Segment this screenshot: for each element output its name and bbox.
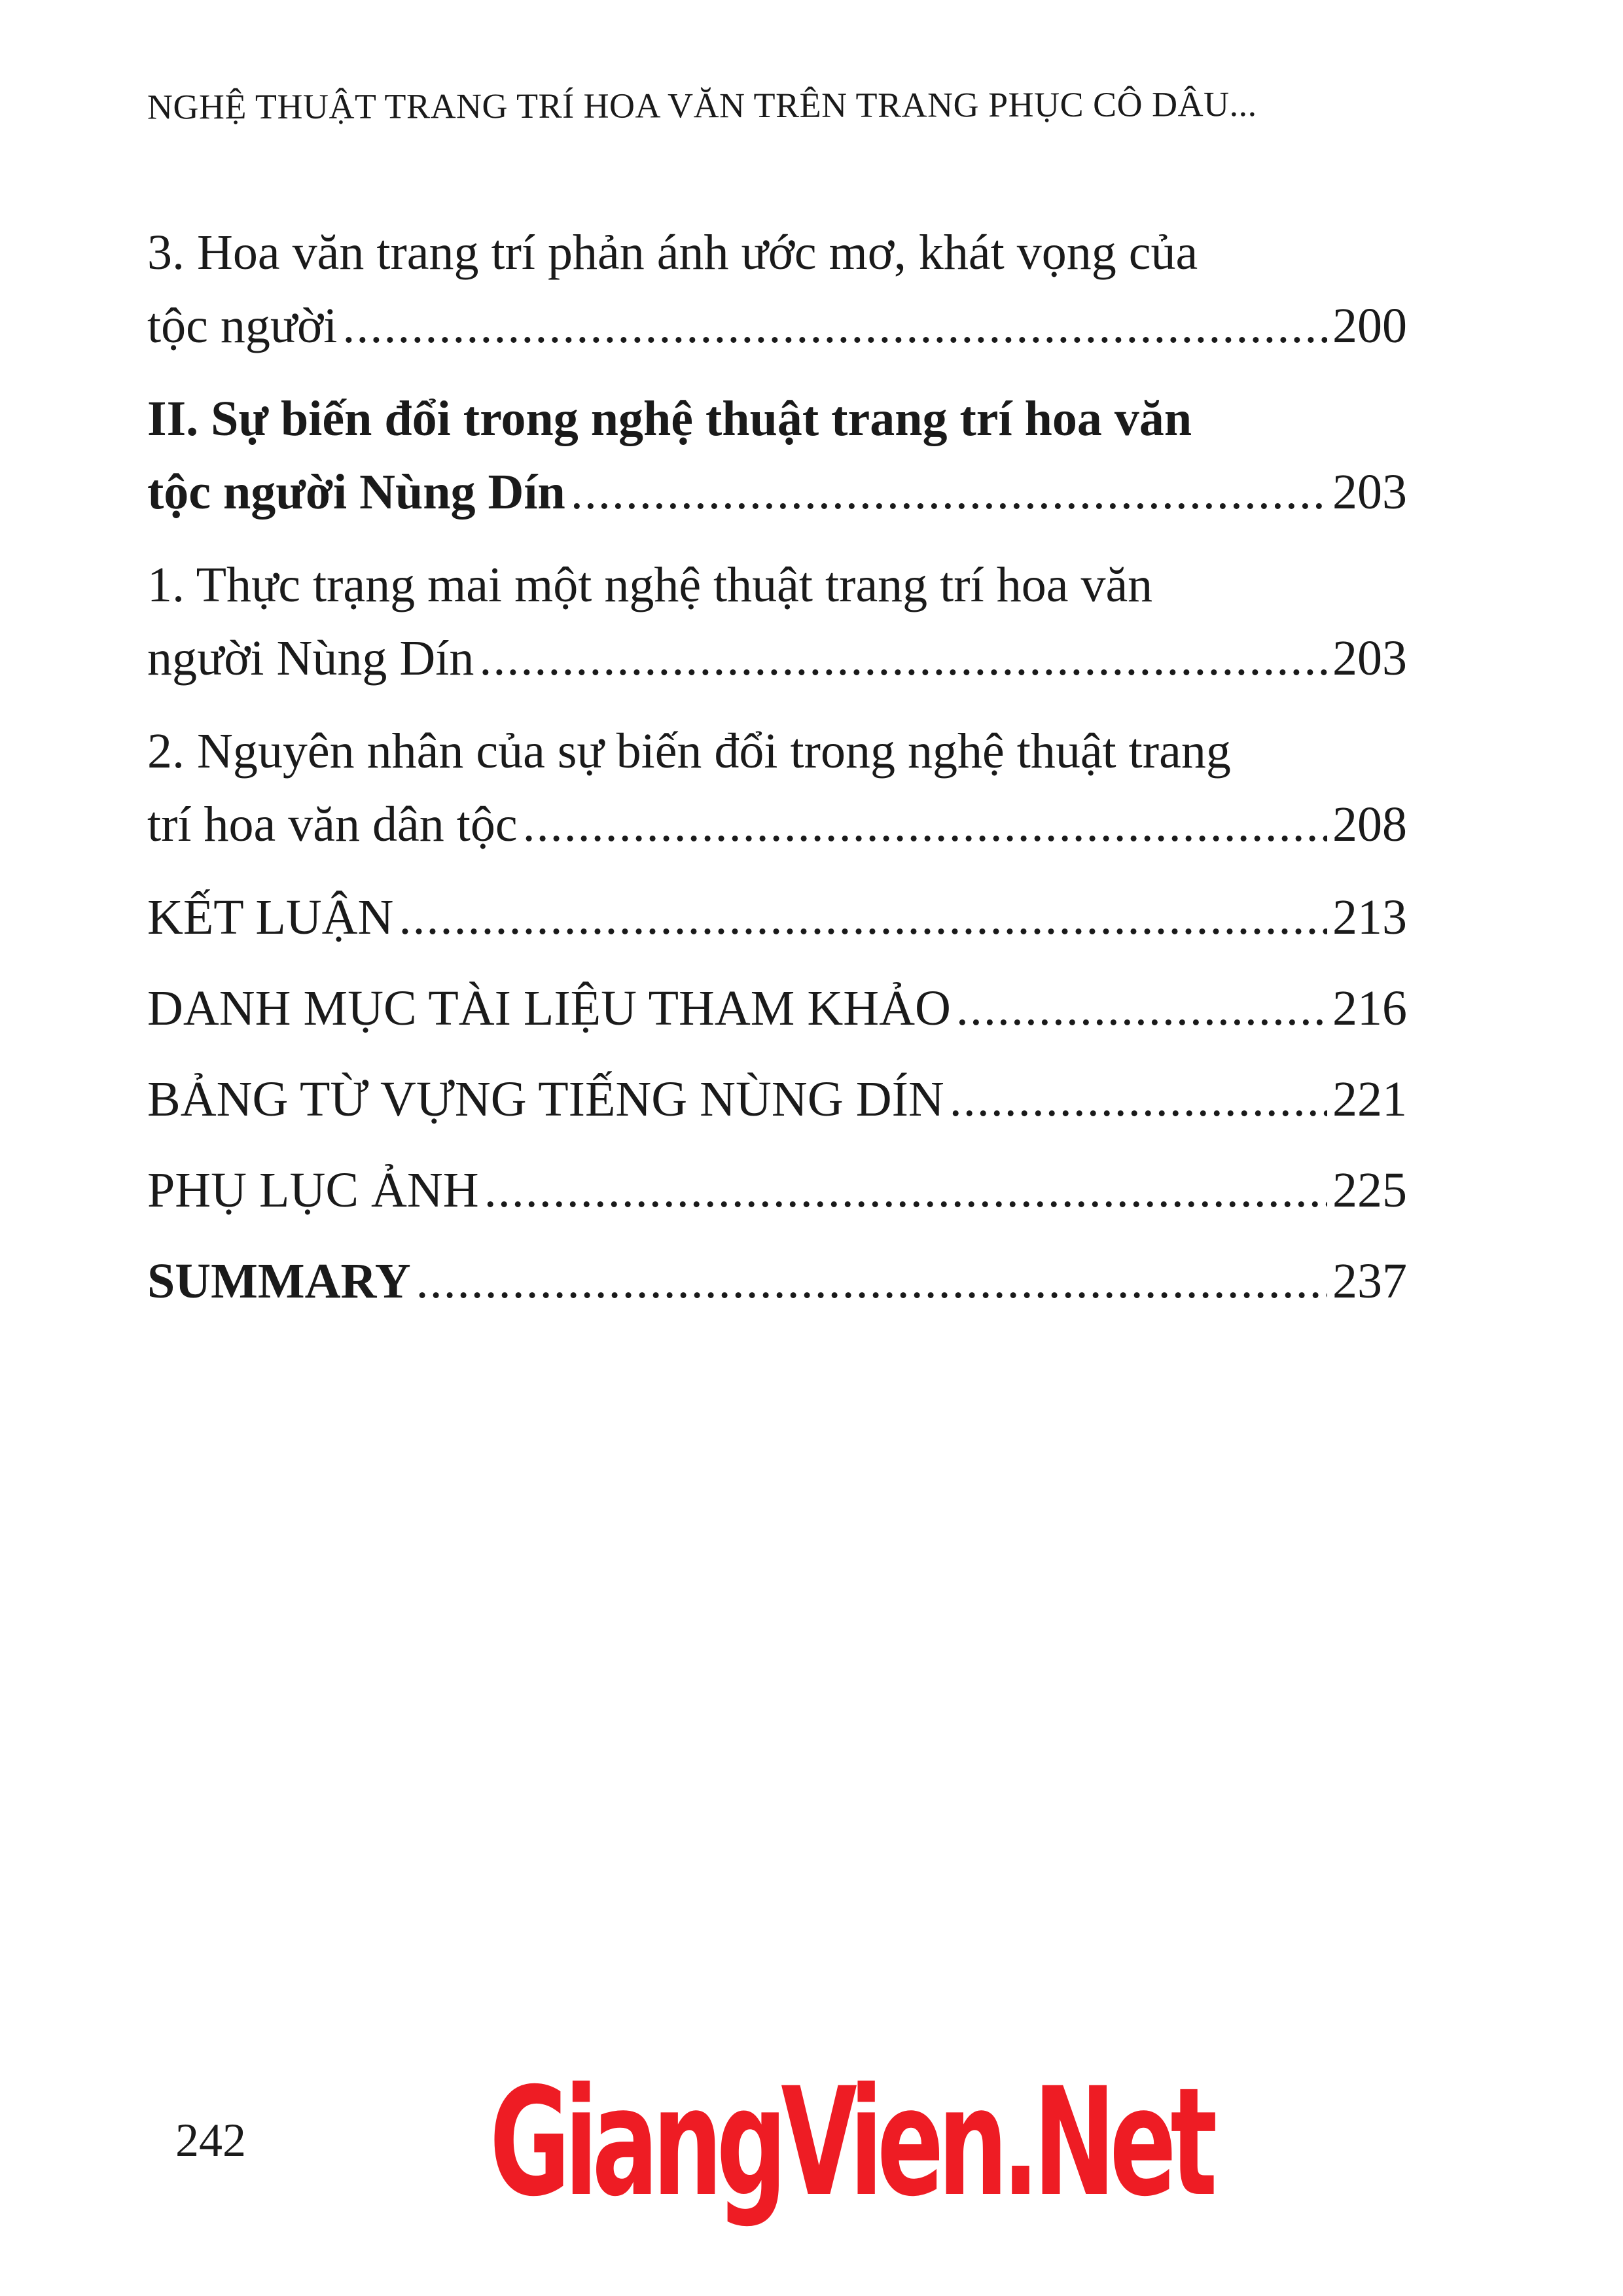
toc-entry-page-number: 208 (1332, 797, 1407, 852)
toc-entry-tu-vung[interactable] (147, 1063, 1407, 1136)
toc-entry-page-number: 200 (1332, 298, 1407, 353)
dot-leader (571, 455, 1327, 529)
page-number: 242 (175, 2114, 246, 2166)
toc-entry-title-line2: người Nùng Dín (147, 631, 474, 686)
toc-entry-title: PHỤ LỤC ẢNH (147, 1163, 479, 1218)
toc-entry-title: KẾT LUẬN (147, 890, 394, 945)
dot-leader (416, 1245, 1327, 1318)
dot-leader (399, 881, 1327, 954)
toc-entry-page-number: 203 (1332, 465, 1407, 520)
table-of-contents (147, 216, 1407, 1335)
toc-entry-ket-luan[interactable] (147, 881, 1407, 954)
toc-entry-page-number: 221 (1332, 1072, 1407, 1127)
toc-entry-title-line1: II. Sự biến đổi trong nghệ thuật trang trí hoa văn (147, 391, 1192, 446)
dot-leader (950, 1063, 1327, 1136)
watermark-logo: GiangVien.Net (490, 2055, 1212, 2229)
toc-entry-title-line1: 3. Hoa văn trang trí phản ánh ước mơ, khát vọng của (147, 225, 1198, 280)
toc-entry-tai-lieu[interactable] (147, 972, 1407, 1045)
toc-entry-summary[interactable] (147, 1245, 1407, 1318)
toc-entry-title-line1: 2. Nguyên nhân của sự biến đổi trong nghệ thuật trang (147, 724, 1231, 779)
toc-entry-title: SUMMARY (147, 1254, 411, 1309)
toc-entry-page-number: 203 (1332, 631, 1407, 686)
toc-entry-page-number: 213 (1332, 890, 1407, 945)
running-header: NGHỆ THUẬT TRANG TRÍ HOA VĂN TRÊN TRANG PHỤC CÔ DÂU... (147, 84, 1257, 127)
toc-entry-phu-luc[interactable] (147, 1154, 1407, 1227)
toc-entry-title-line1: 1. Thực trạng mai một nghệ thuật trang trí hoa văn (147, 557, 1153, 612)
toc-entry-title: BẢNG TỪ VỰNG TIẾNG NÙNG DÍN (147, 1072, 944, 1127)
toc-entry-uoc-mo[interactable] (147, 216, 1407, 362)
toc-entry-title-line2: tộc người (147, 298, 338, 353)
toc-entry-title: DANH MỤC TÀI LIỆU THAM KHẢO (147, 981, 951, 1036)
toc-entry-nguyen-nhan[interactable] (147, 715, 1407, 861)
toc-entry-page-number: 225 (1332, 1163, 1407, 1218)
dot-leader (956, 972, 1327, 1045)
toc-entry-thuc-trang[interactable] (147, 548, 1407, 695)
dot-leader (523, 788, 1327, 861)
dot-leader (479, 622, 1327, 695)
dot-leader (342, 289, 1327, 362)
toc-entry-title-line2: tộc người Nùng Dín (147, 465, 565, 520)
toc-entry-su-bien-doi[interactable] (147, 382, 1407, 529)
toc-entry-page-number: 237 (1332, 1254, 1407, 1309)
toc-entry-page-number: 216 (1332, 981, 1407, 1036)
toc-entry-title-line2: trí hoa văn dân tộc (147, 797, 518, 852)
dot-leader (484, 1154, 1327, 1227)
